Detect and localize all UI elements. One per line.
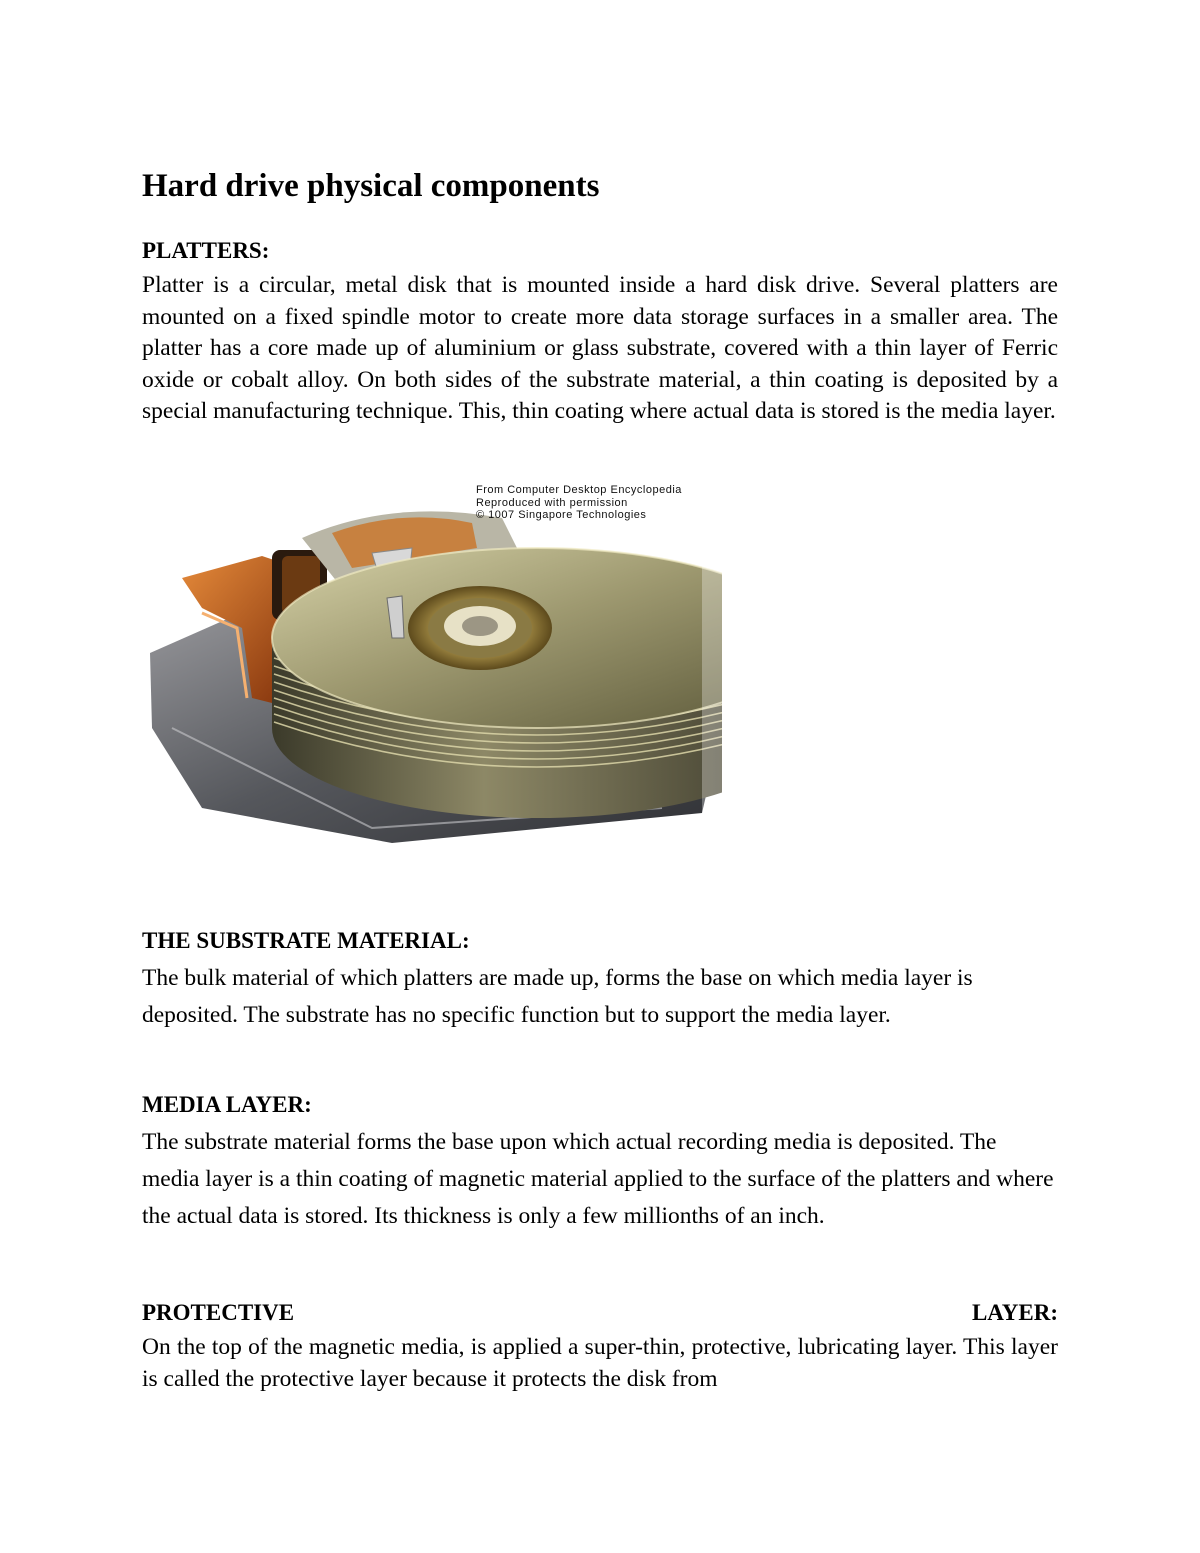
paragraph-protective-layer: On the top of the magnetic media, is applied a super-thin, protective, lubricating layer. This layer is called the protective layer because it protects the disk from xyxy=(142,1334,1058,1392)
section-heading-protective-layer xyxy=(142,1300,1058,1326)
credit-line: From Computer Desktop Encyclopedia xyxy=(476,484,682,496)
page-title: Hard drive physical components xyxy=(142,168,600,204)
hard-drive-platters-image xyxy=(142,478,722,846)
paragraph-media-layer: The substrate material forms the base upon which actual recording media is deposited. The media layer is a thin coating of magnetic material applied to the surface of the platters and where the actual data is stored. Its thickness is only a few millionths of an inch. xyxy=(142,1129,1054,1229)
image-credit xyxy=(476,484,682,522)
section-heading-media-layer: MEDIA LAYER: xyxy=(142,1092,312,1117)
credit-line: © 1007 Singapore Technologies xyxy=(476,509,647,521)
paragraph-platters: Platter is a circular, metal disk that is mounted inside a hard disk drive. Several platters are mounted on a fixed spindle motor to create more data storage surfaces in a smaller area. The platter has a core made up of aluminium or glass substrate, covered with a thin layer of Ferric oxide or cobalt alloy. On both sides of the substrate material, a thin coating is deposited by a special manufacturing technique. This, thin coating where actual data is stored is the media layer. xyxy=(142,272,1058,424)
section-heading-substrate: THE SUBSTRATE MATERIAL: xyxy=(142,928,470,953)
heading-word-layer: LAYER: xyxy=(971,1300,1058,1325)
credit-line: Reproduced with permission xyxy=(476,496,628,509)
section-heading-platters: PLATTERS: xyxy=(142,238,270,263)
heading-word-protective: PROTECTIVE xyxy=(142,1300,295,1325)
paragraph-substrate: The bulk material of which platters are made up, forms the base on which media layer is deposited. The substrate has no specific function but to support the media layer. xyxy=(142,965,973,1028)
